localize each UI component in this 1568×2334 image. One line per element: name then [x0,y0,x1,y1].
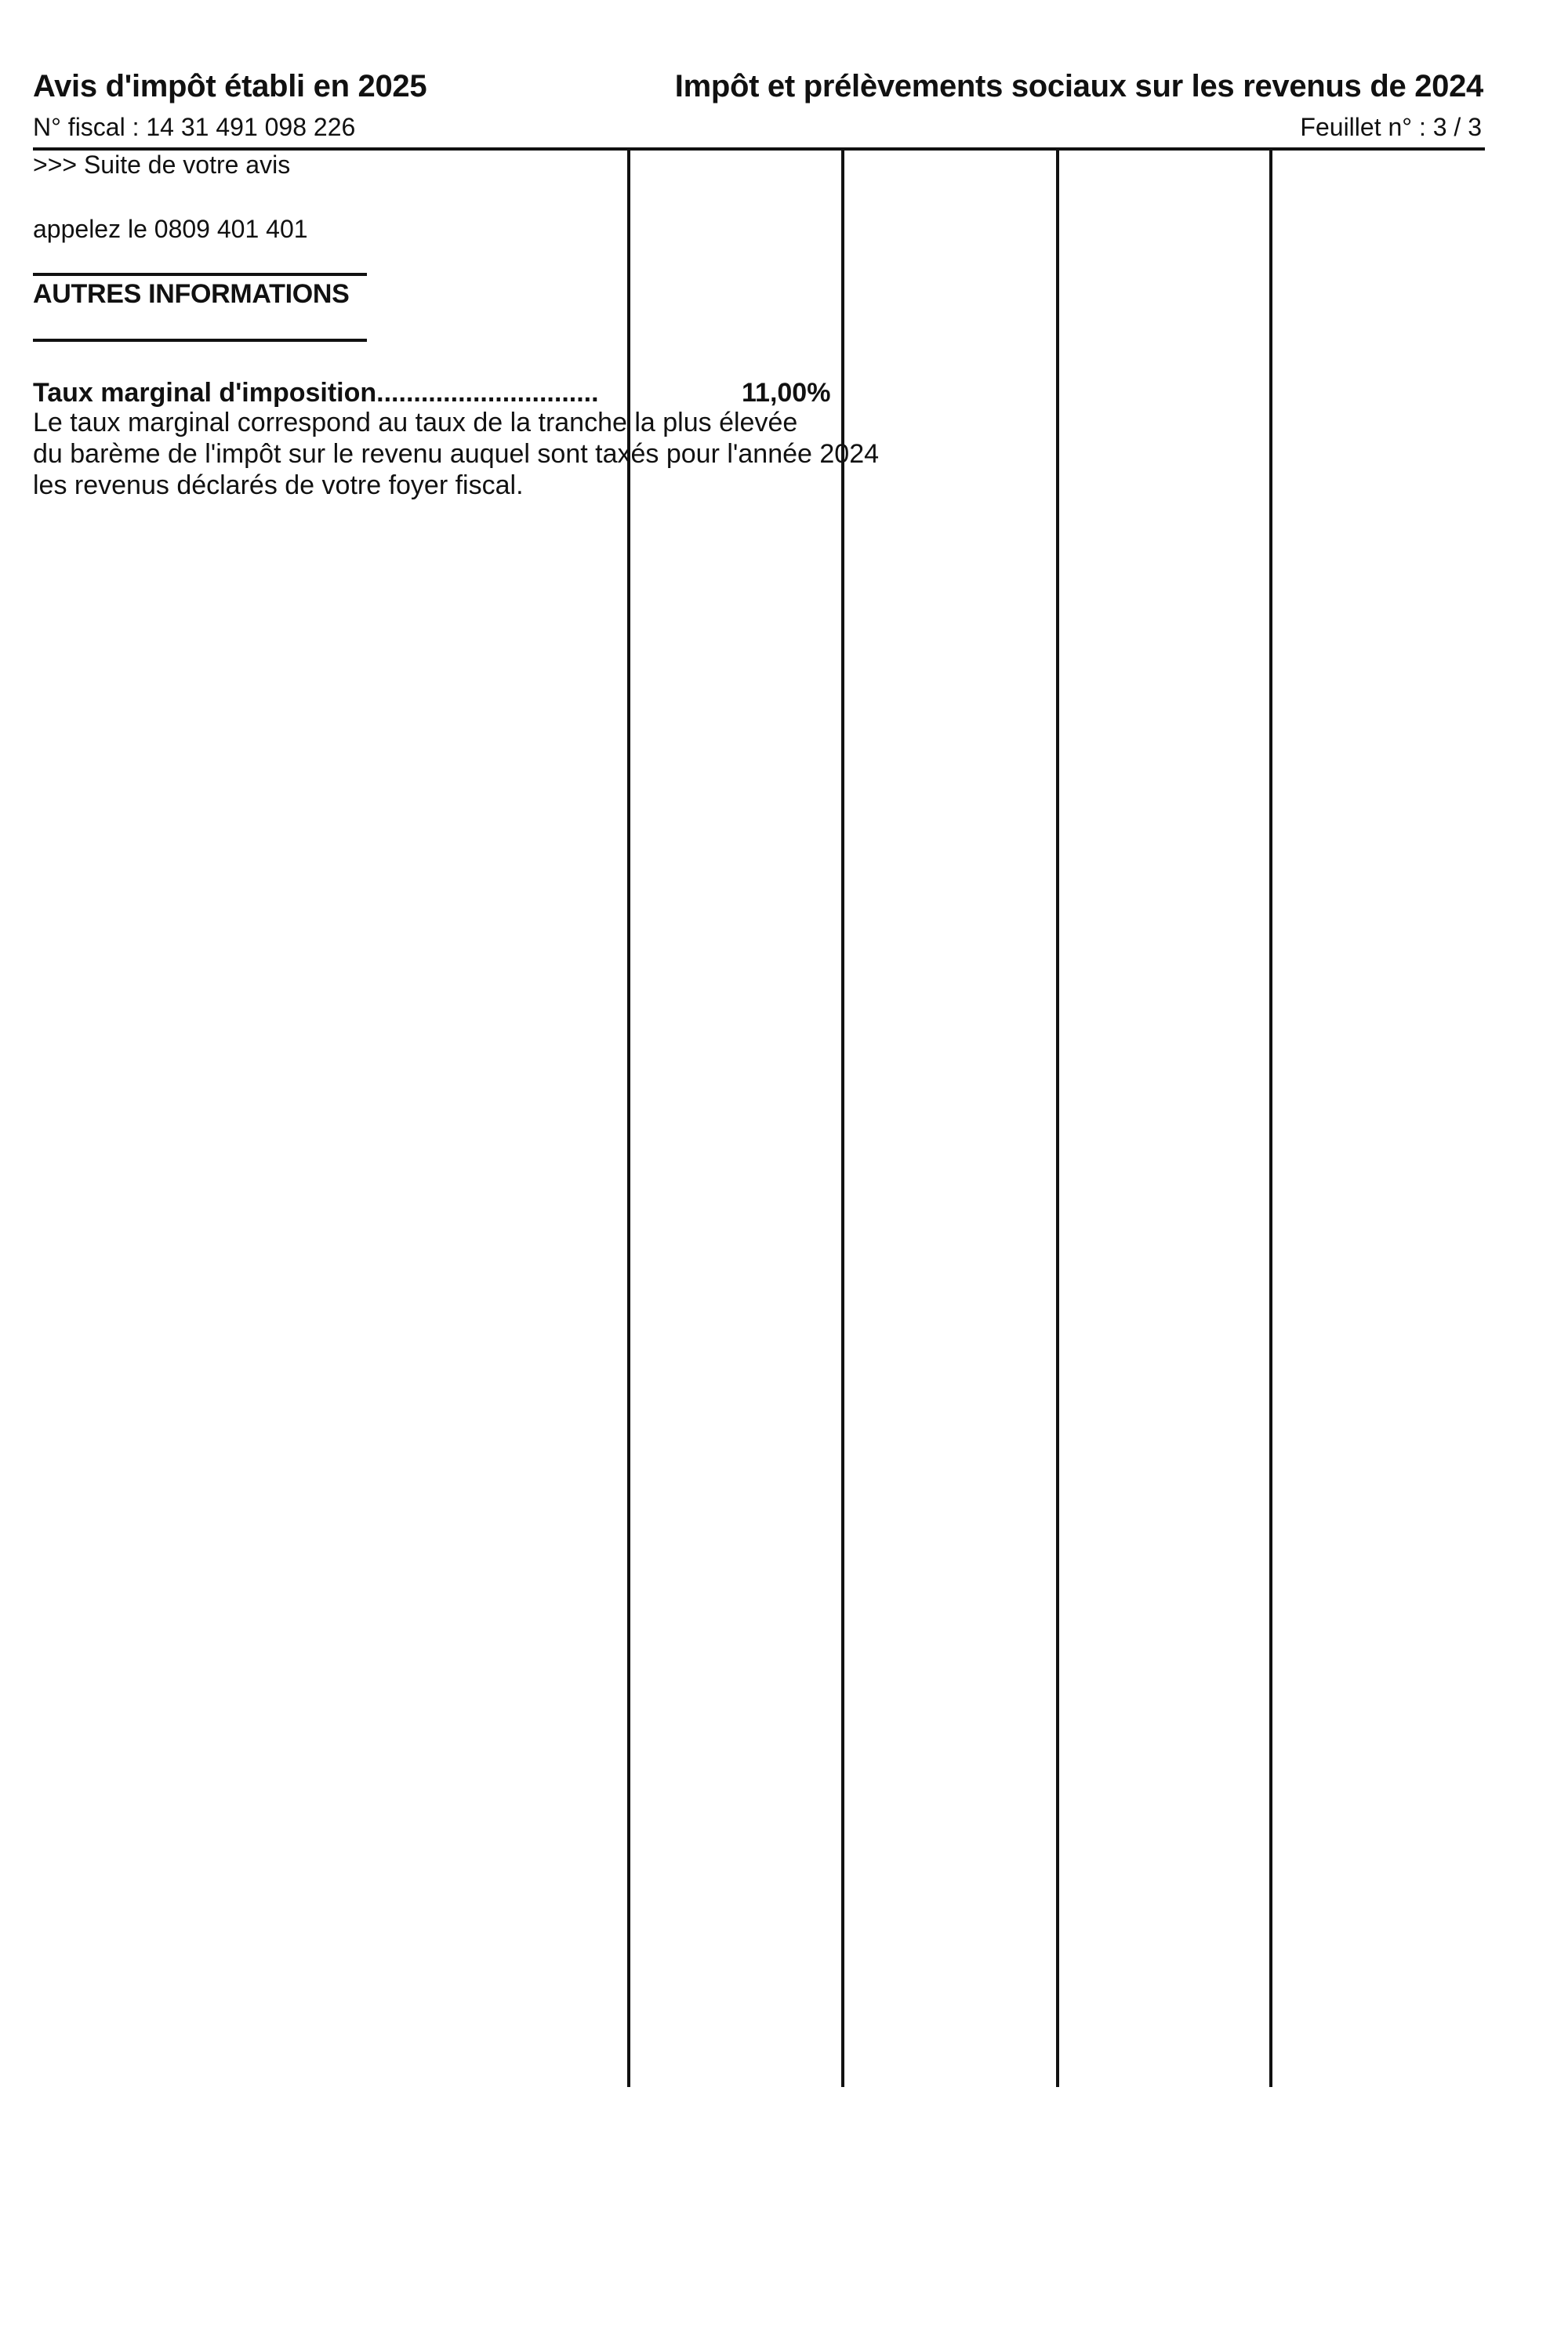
column-divider [1056,151,1059,2087]
section-rule-bottom [33,339,367,342]
explanation-line: Le taux marginal correspond au taux de la tranche la plus élevée [33,408,798,437]
explanation-line: du barème de l'impôt sur le revenu auquel sont taxés pour l'année 2024 [33,439,880,469]
tax-subject-title: Impôt et prélèvements sociaux sur les revenus de 2024 [674,69,1483,103]
sheet-number: Feuillet n° : 3 / 3 [1300,113,1482,141]
continuation-text: >>> Suite de votre avis [33,151,291,179]
explanation-line: les revenus déclarés de votre foyer fiscal. [33,470,524,500]
phone-line: appelez le 0809 401 401 [33,215,308,243]
section-rule-top [33,273,367,276]
marginal-rate-label: Taux marginal d'imposition.............................. [33,378,599,408]
notice-title: Avis d'impôt établi en 2025 [33,69,427,103]
column-divider [1269,151,1272,2087]
fiscal-number: N° fiscal : 14 31 491 098 226 [33,113,356,141]
section-heading: AUTRES INFORMATIONS [33,279,350,309]
marginal-rate-value: 11,00% [742,378,831,408]
